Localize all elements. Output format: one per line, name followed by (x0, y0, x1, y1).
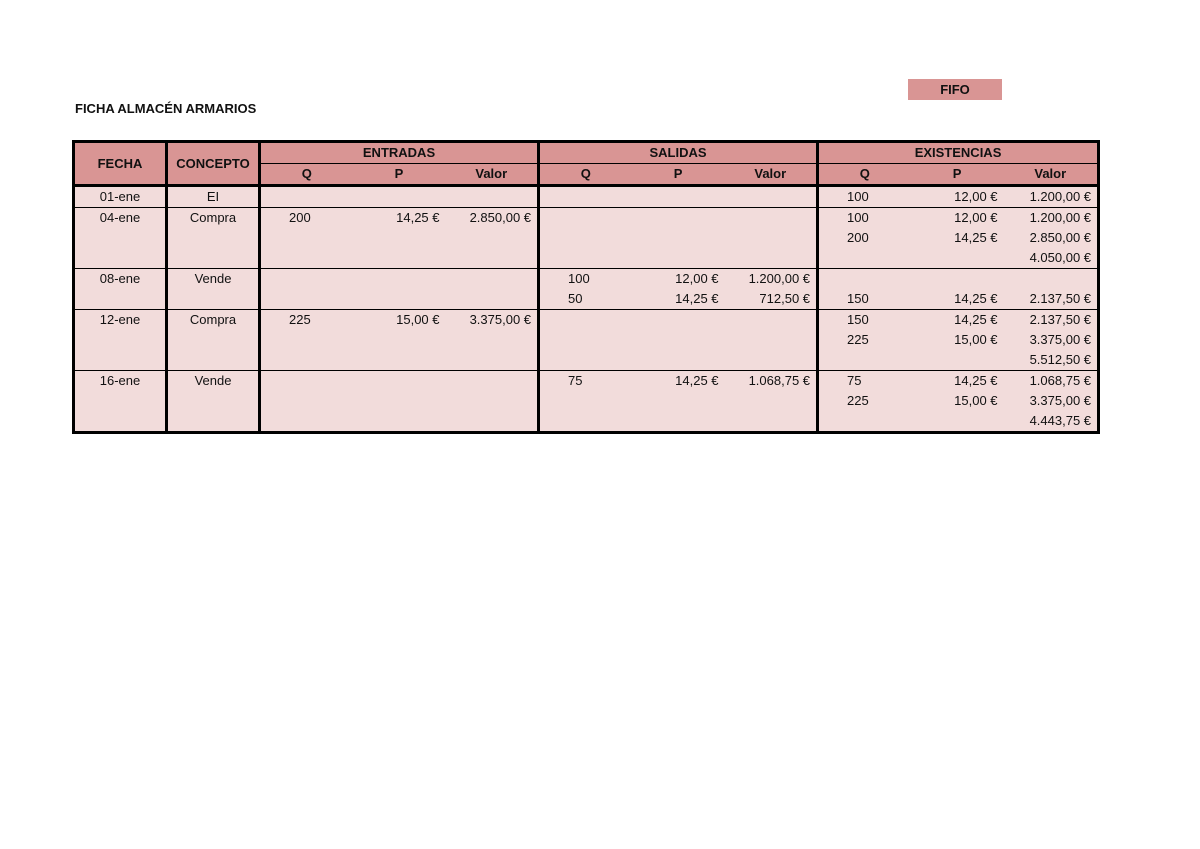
table-row (74, 371, 1099, 392)
cell-salidas-p: 12,00 € (632, 269, 725, 290)
subheader-salidas-p: P (632, 164, 725, 186)
cell-existencias-valor: 1.200,00 € (1004, 208, 1099, 229)
table-row (74, 391, 1099, 411)
cell-fecha (74, 228, 167, 248)
cell-salidas-valor: 712,50 € (725, 289, 818, 310)
cell-existencias-p (911, 350, 1004, 371)
cell-entradas-p (353, 391, 446, 411)
cell-entradas-q (260, 186, 353, 208)
cell-concepto (167, 248, 260, 269)
cell-salidas-q (539, 228, 632, 248)
cell-entradas-q (260, 228, 353, 248)
cell-existencias-p: 14,25 € (911, 289, 1004, 310)
cell-fecha: 12-ene (74, 310, 167, 331)
cell-entradas-q: 225 (260, 310, 353, 331)
cell-concepto (167, 289, 260, 310)
cell-salidas-p (632, 350, 725, 371)
cell-salidas-q (539, 411, 632, 433)
cell-concepto (167, 391, 260, 411)
cell-entradas-valor (446, 411, 539, 433)
cell-salidas-valor (725, 411, 818, 433)
cell-fecha (74, 330, 167, 350)
cell-fecha (74, 391, 167, 411)
cell-concepto (167, 411, 260, 433)
cell-salidas-q (539, 330, 632, 350)
cell-salidas-valor (725, 330, 818, 350)
cell-entradas-p (353, 269, 446, 290)
subheader-existencias-p: P (911, 164, 1004, 186)
cell-fecha (74, 289, 167, 310)
cell-entradas-valor (446, 228, 539, 248)
table-row (74, 248, 1099, 269)
cell-existencias-q (818, 411, 911, 433)
header-fecha: FECHA (74, 142, 167, 186)
cell-existencias-q (818, 269, 911, 290)
table-row (74, 310, 1099, 331)
cell-existencias-p (911, 269, 1004, 290)
cell-entradas-p: 14,25 € (353, 208, 446, 229)
cell-concepto (167, 330, 260, 350)
cell-salidas-valor (725, 228, 818, 248)
cell-salidas-q (539, 208, 632, 229)
cell-salidas-q: 75 (539, 371, 632, 392)
table-row (74, 350, 1099, 371)
cell-salidas-q: 50 (539, 289, 632, 310)
cell-entradas-p (353, 371, 446, 392)
method-badge: FIFO (908, 79, 1002, 100)
cell-existencias-valor: 5.512,50 € (1004, 350, 1099, 371)
cell-salidas-q (539, 248, 632, 269)
cell-entradas-valor (446, 330, 539, 350)
cell-entradas-q (260, 411, 353, 433)
cell-salidas-valor (725, 391, 818, 411)
cell-existencias-p: 12,00 € (911, 186, 1004, 208)
cell-existencias-q: 225 (818, 330, 911, 350)
cell-salidas-q (539, 186, 632, 208)
cell-existencias-p: 15,00 € (911, 391, 1004, 411)
subheader-entradas-q: Q (260, 164, 353, 186)
cell-entradas-valor (446, 248, 539, 269)
cell-salidas-p: 14,25 € (632, 371, 725, 392)
table-row (74, 411, 1099, 433)
cell-entradas-q (260, 289, 353, 310)
subheader-salidas-q: Q (539, 164, 632, 186)
subheader-existencias-q: Q (818, 164, 911, 186)
header-concepto: CONCEPTO (167, 142, 260, 186)
cell-existencias-valor: 2.137,50 € (1004, 310, 1099, 331)
cell-existencias-p: 14,25 € (911, 228, 1004, 248)
cell-salidas-q (539, 310, 632, 331)
cell-fecha: 08-ene (74, 269, 167, 290)
cell-concepto: Compra (167, 208, 260, 229)
table-body (74, 186, 1099, 433)
cell-salidas-valor: 1.200,00 € (725, 269, 818, 290)
page-title: FICHA ALMACÉN ARMARIOS (75, 101, 257, 116)
cell-existencias-p: 14,25 € (911, 371, 1004, 392)
cell-entradas-valor (446, 371, 539, 392)
inventory-table (72, 140, 1100, 434)
cell-concepto (167, 228, 260, 248)
cell-entradas-q (260, 330, 353, 350)
table-row (74, 330, 1099, 350)
cell-entradas-valor: 3.375,00 € (446, 310, 539, 331)
cell-existencias-valor: 2.137,50 € (1004, 289, 1099, 310)
cell-entradas-valor: 2.850,00 € (446, 208, 539, 229)
cell-existencias-p: 12,00 € (911, 208, 1004, 229)
cell-existencias-q: 100 (818, 208, 911, 229)
cell-entradas-p (353, 411, 446, 433)
cell-existencias-valor: 3.375,00 € (1004, 391, 1099, 411)
cell-salidas-valor (725, 310, 818, 331)
cell-entradas-q (260, 248, 353, 269)
table-row (74, 289, 1099, 310)
cell-existencias-valor: 3.375,00 € (1004, 330, 1099, 350)
cell-salidas-valor (725, 186, 818, 208)
cell-existencias-q: 150 (818, 310, 911, 331)
cell-existencias-p: 15,00 € (911, 330, 1004, 350)
cell-salidas-p (632, 186, 725, 208)
cell-entradas-p (353, 228, 446, 248)
cell-entradas-p (353, 289, 446, 310)
cell-fecha: 16-ene (74, 371, 167, 392)
subheader-salidas-valor: Valor (725, 164, 818, 186)
cell-existencias-p (911, 411, 1004, 433)
cell-concepto: EI (167, 186, 260, 208)
cell-salidas-valor (725, 350, 818, 371)
cell-fecha: 01-ene (74, 186, 167, 208)
cell-entradas-valor (446, 391, 539, 411)
table-row (74, 186, 1099, 208)
cell-concepto: Vende (167, 269, 260, 290)
cell-concepto (167, 350, 260, 371)
cell-fecha (74, 248, 167, 269)
cell-fecha (74, 411, 167, 433)
cell-entradas-q (260, 350, 353, 371)
cell-concepto: Compra (167, 310, 260, 331)
cell-fecha: 04-ene (74, 208, 167, 229)
cell-entradas-q: 200 (260, 208, 353, 229)
cell-salidas-valor (725, 208, 818, 229)
cell-salidas-q (539, 391, 632, 411)
cell-existencias-valor: 4.050,00 € (1004, 248, 1099, 269)
cell-concepto: Vende (167, 371, 260, 392)
cell-entradas-valor (446, 186, 539, 208)
header-entradas: ENTRADAS (260, 142, 539, 164)
cell-salidas-q: 100 (539, 269, 632, 290)
cell-entradas-q (260, 371, 353, 392)
cell-existencias-valor: 2.850,00 € (1004, 228, 1099, 248)
cell-salidas-p (632, 208, 725, 229)
cell-existencias-q (818, 248, 911, 269)
cell-existencias-valor (1004, 269, 1099, 290)
cell-entradas-q (260, 391, 353, 411)
cell-fecha (74, 350, 167, 371)
cell-existencias-q: 100 (818, 186, 911, 208)
cell-salidas-p (632, 411, 725, 433)
table-row (74, 228, 1099, 248)
cell-entradas-p (353, 186, 446, 208)
table-row (74, 269, 1099, 290)
cell-salidas-q (539, 350, 632, 371)
cell-salidas-p (632, 228, 725, 248)
cell-salidas-p (632, 391, 725, 411)
cell-existencias-p (911, 248, 1004, 269)
cell-existencias-valor: 1.200,00 € (1004, 186, 1099, 208)
cell-salidas-valor: 1.068,75 € (725, 371, 818, 392)
cell-entradas-p: 15,00 € (353, 310, 446, 331)
subheader-entradas-p: P (353, 164, 446, 186)
subheader-existencias-valor: Valor (1004, 164, 1099, 186)
cell-entradas-q (260, 269, 353, 290)
subheader-entradas-valor: Valor (446, 164, 539, 186)
cell-entradas-p (353, 350, 446, 371)
cell-salidas-p (632, 310, 725, 331)
cell-salidas-p: 14,25 € (632, 289, 725, 310)
cell-existencias-q: 225 (818, 391, 911, 411)
cell-entradas-valor (446, 289, 539, 310)
cell-existencias-q: 150 (818, 289, 911, 310)
cell-existencias-q: 200 (818, 228, 911, 248)
cell-salidas-valor (725, 248, 818, 269)
cell-existencias-valor: 4.443,75 € (1004, 411, 1099, 433)
cell-entradas-valor (446, 350, 539, 371)
cell-entradas-p (353, 248, 446, 269)
cell-existencias-valor: 1.068,75 € (1004, 371, 1099, 392)
cell-existencias-q: 75 (818, 371, 911, 392)
header-salidas: SALIDAS (539, 142, 818, 164)
cell-salidas-p (632, 248, 725, 269)
cell-existencias-q (818, 350, 911, 371)
cell-entradas-p (353, 330, 446, 350)
cell-existencias-p: 14,25 € (911, 310, 1004, 331)
cell-entradas-valor (446, 269, 539, 290)
header-existencias: EXISTENCIAS (818, 142, 1099, 164)
table-row (74, 208, 1099, 229)
cell-salidas-p (632, 330, 725, 350)
